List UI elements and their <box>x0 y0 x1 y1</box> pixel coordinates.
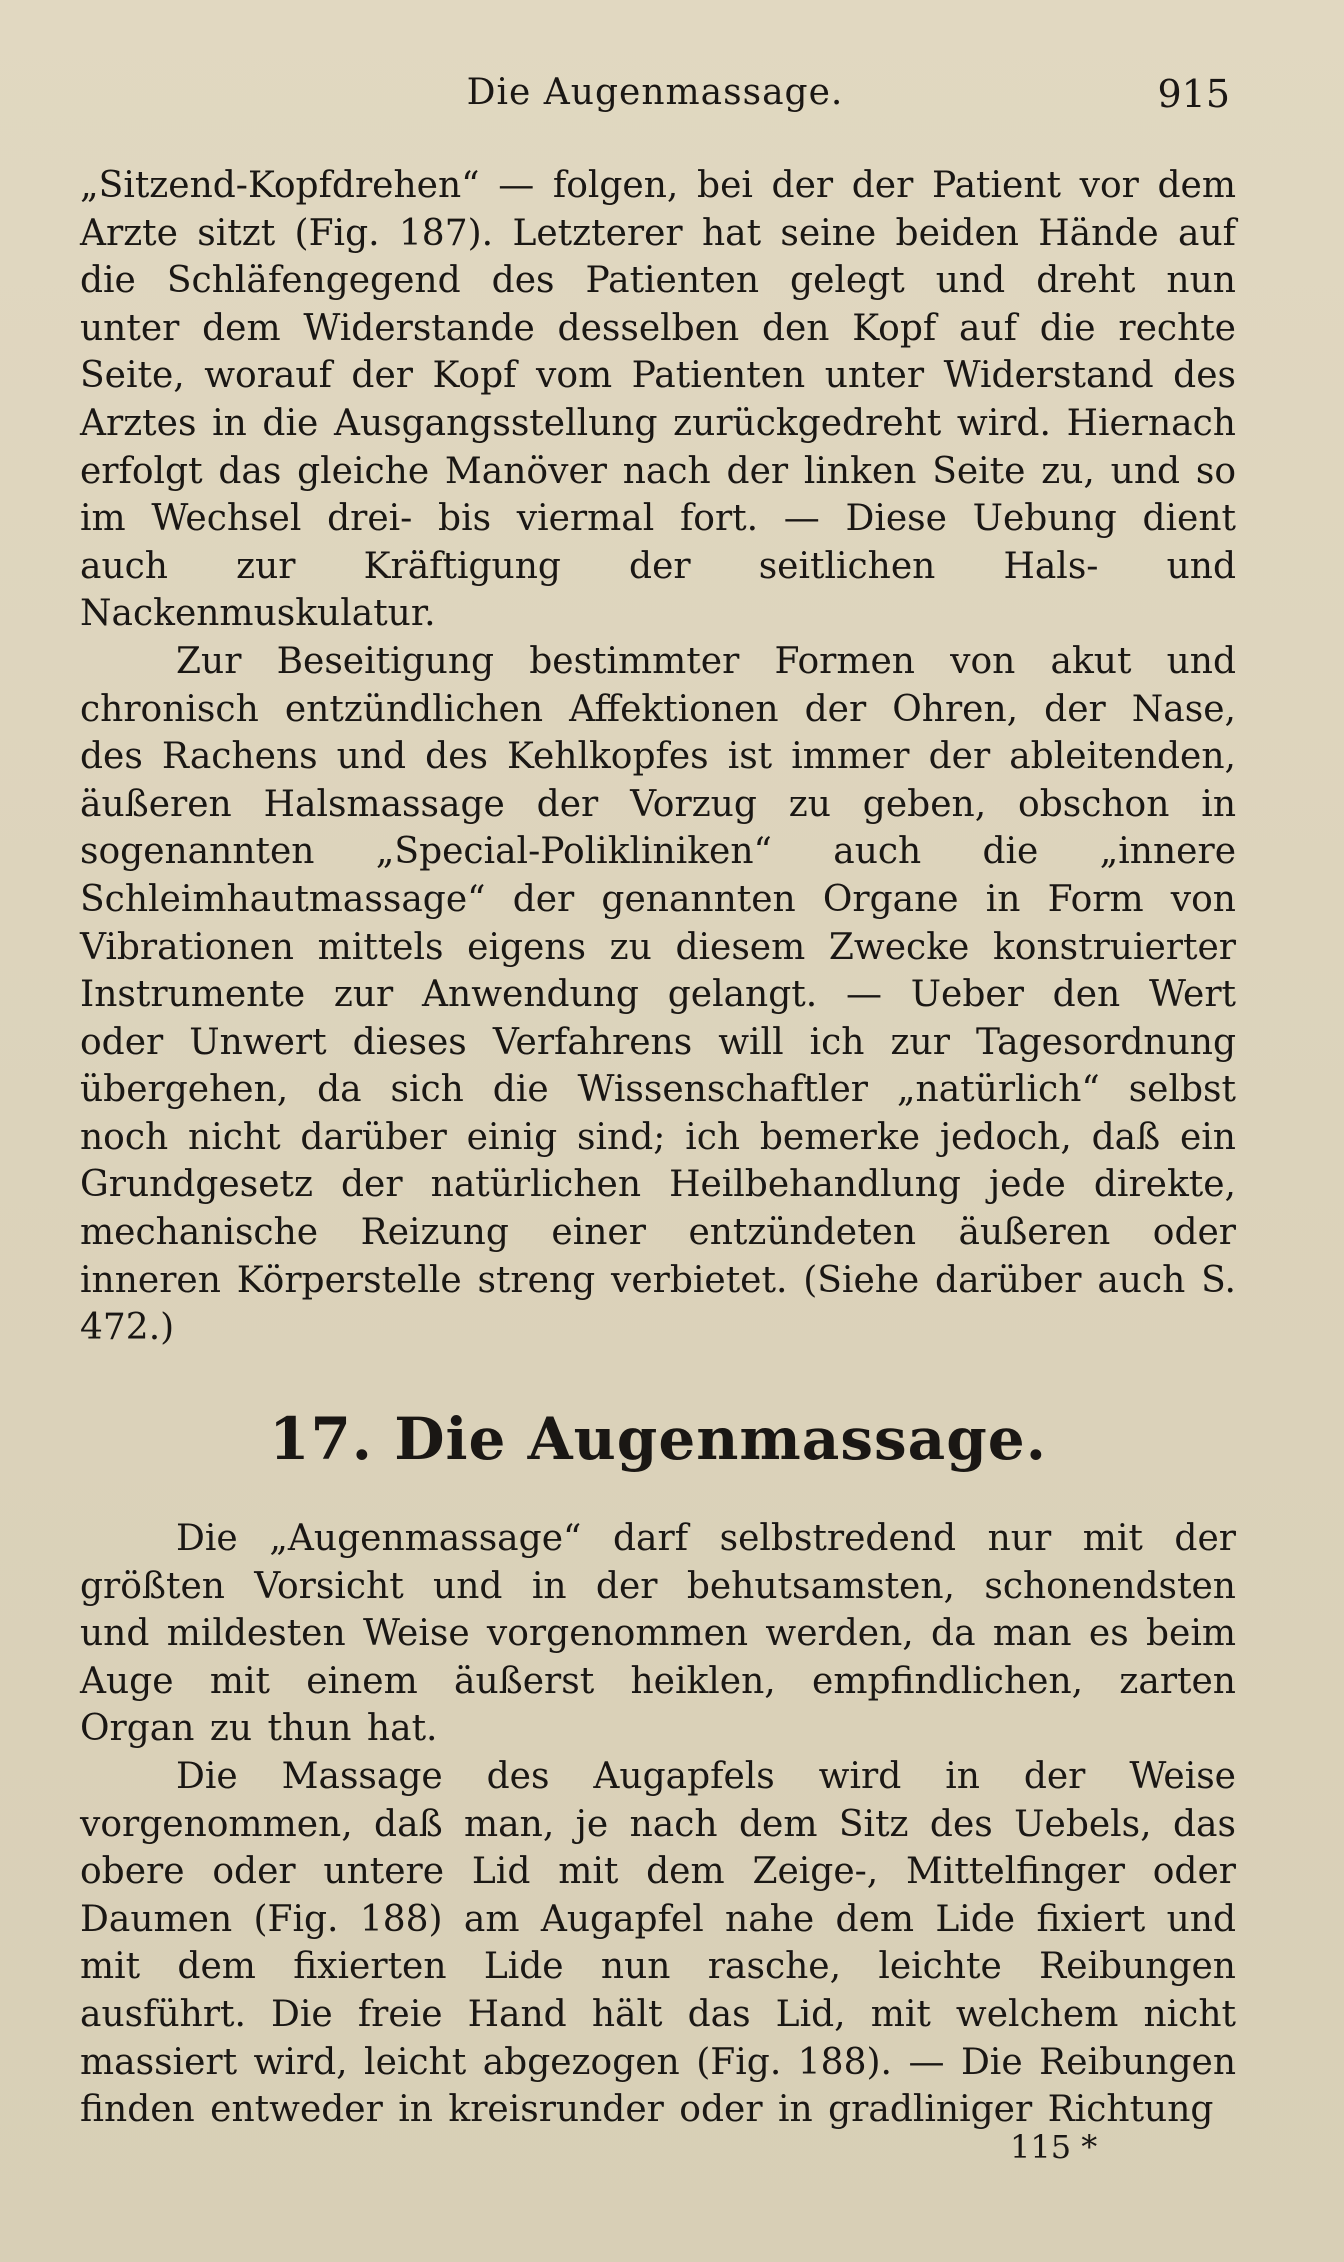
section-text-neck-massage <box>80 162 1236 1352</box>
paragraph: Zur Beseitigung bestimmter Formen von akut und chronisch entzündlichen Affektionen der Ohren, der Nase, des Rachens und des Kehlkopfes ist immer der ableitenden, äußeren Halsmassage der Vorzug zu geben, obschon in sogenannten „Special-Polikliniken“ auch die „innere Schleimhautmassage“ der genannten Organe in Form von Vibrationen mittels eigens zu diesem Zwecke konstruierter Instrumente zur Anwendung gelangt. — Ueber den Wert oder Unwert dieses Verfahrens will ich zur Tagesordnung übergehen, da sich die Wissenschaftler „natürlich“ selbst noch nicht darüber einig sind; ich bemerke jedoch, daß ein Grundgesetz der natürlichen Heilbehandlung jede direkte, mechanische Reizung einer entzündeten äußeren oder inneren Körperstelle streng verbietet. (Siehe darüber auch S. 472.) <box>80 640 1236 1349</box>
section-heading: 17. Die Augenmassage. <box>269 1405 1047 1473</box>
section-text-eye-massage <box>80 1515 1236 2134</box>
page-number: 915 <box>1157 72 1230 116</box>
paragraph: „Sitzend-Kopfdrehen“ — folgen, bei der der Patient vor dem Arzte sitzt (Fig. 187). Letzterer hat seine beiden Hände auf die Schläfengegend des Patienten gelegt und dreht nun unter dem Widerstande desselben den Kopf auf die rechte Seite, worauf der Kopf vom Patienten unter Widerstand des Arztes in die Ausgangsstellung zurückgedreht wird. Hiernach erfolgt das gleiche Manöver nach der linken Seite zu, und so im Wechsel drei- bis viermal fort. — Diese Uebung dient auch zur Kräftigung der seitlichen Hals- und Nackenmuskulatur. <box>80 165 1236 635</box>
paragraph: Die „Augenmassage“ darf selbstredend nur mit der größten Vorsicht und in der behutsamsten, schonendsten und mildesten Weise vorgenommen werden, da man es beim Auge mit einem äußerst heiklen, empfindlichen, zarten Organ zu thun hat. <box>80 1518 1236 1750</box>
running-head <box>80 72 1230 122</box>
printer-signature: 115 * <box>1010 2128 1098 2166</box>
running-title: Die Augenmassage. <box>466 72 844 113</box>
paragraph: Die Massage des Augapfels wird in der Weise vorgenommen, daß man, je nach dem Sitz des Uebels, das obere oder untere Lid mit dem Zeige-, Mittelfinger oder Daumen (Fig. 188) am Augapfel nahe dem Lide fixiert und mit dem fixierten Lide nun rasche, leichte Reibungen ausführt. Die freie Hand hält das Lid, mit welchem nicht massiert wird, leicht abgezogen (Fig. 188). — Die Reibungen finden entweder in kreisrunder oder in gradliniger Richtung <box>80 1755 1236 2131</box>
